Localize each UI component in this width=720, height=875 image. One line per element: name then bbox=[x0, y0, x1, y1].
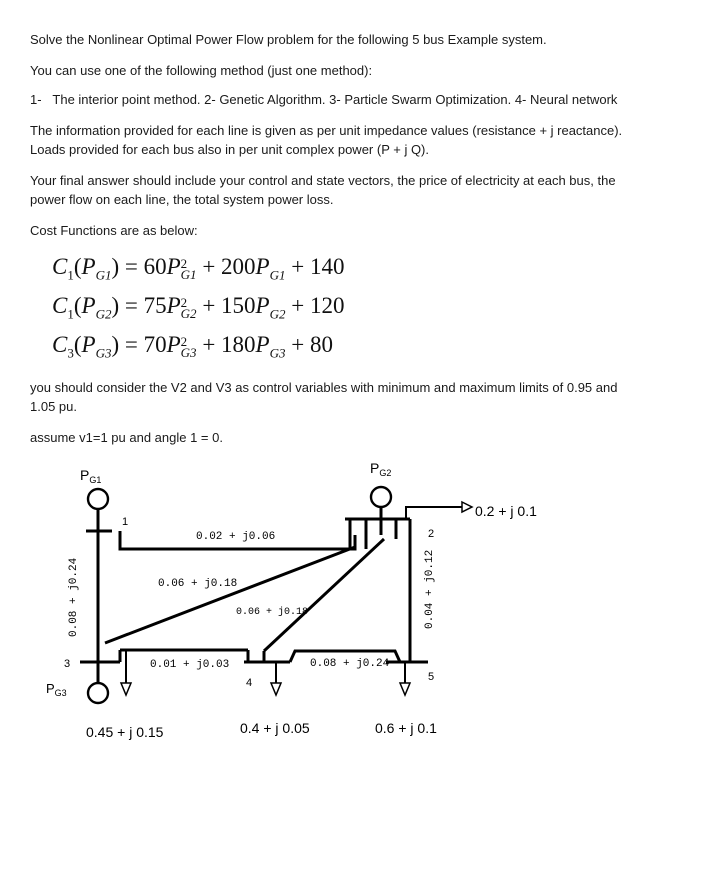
impedance-line-2-3: 0.06 + j0.18 bbox=[158, 578, 238, 590]
impedance-line-2-5: 0.04 + j0.12 bbox=[424, 549, 436, 629]
load-bus-3-label: 0.45 + j 0.15 bbox=[86, 724, 164, 740]
assumption: assume v1=1 pu and angle 1 = 0. bbox=[30, 430, 223, 445]
line-2-3 bbox=[105, 547, 355, 643]
impedance-line-4-5: 0.08 + j0.24 bbox=[310, 658, 390, 670]
five-bus-diagram bbox=[0, 455, 720, 875]
load-bus-4-label: 0.4 + j 0.05 bbox=[240, 720, 310, 736]
methods-text: The interior point method. 2- Genetic Algorithm. 3- Particle Swarm Optimization. 4- Neural network bbox=[52, 92, 618, 107]
load-bus-4-arrow bbox=[271, 683, 281, 695]
methods-number: 1- bbox=[30, 92, 42, 107]
voltage-limits-line-1: you should consider the V2 and V3 as control variables with minimum and maximum limits of 0.95 and bbox=[30, 380, 618, 395]
load-bus-5-arrow bbox=[400, 683, 410, 695]
method-instruction: You can use one of the following method (just one method): bbox=[30, 63, 373, 78]
methods-list bbox=[30, 90, 617, 109]
line-2-4 bbox=[264, 539, 384, 651]
bus-3-number: 3 bbox=[64, 658, 71, 670]
cost-heading: Cost Functions are as below: bbox=[30, 223, 198, 238]
info-line-2: Loads provided for each bus also in per unit complex power (P + j Q). bbox=[30, 142, 430, 157]
bus-4-number: 4 bbox=[246, 677, 253, 689]
pg1-label: $P_{G1}$ bbox=[80, 467, 102, 485]
load-bus-2-label: 0.2 + j 0.1 bbox=[475, 503, 537, 519]
voltage-limits-line-2: 1.05 pu. bbox=[30, 399, 77, 414]
impedance-line-3-4: 0.01 + j0.03 bbox=[150, 659, 230, 671]
generator-2-icon bbox=[371, 487, 391, 507]
pg3-label: $P_{G3}$ bbox=[46, 681, 67, 698]
bus-1-number: 1 bbox=[122, 516, 129, 528]
impedance-line-2-4: 0.06 + j0.18 bbox=[236, 607, 309, 618]
pg2-label: $P_{G2}$ bbox=[370, 460, 392, 478]
info-line-1: The information provided for each line is given as per unit impedance values (resistance + j reactance). bbox=[30, 123, 623, 138]
problem-title: Solve the Nonlinear Optimal Power Flow problem for the following 5 bus Example system. bbox=[30, 32, 547, 47]
impedance-line-1-3: 0.08 + j0.24 bbox=[68, 557, 80, 637]
bus-2-number: 2 bbox=[428, 528, 435, 540]
generator-1-icon bbox=[88, 489, 108, 509]
cost-equation-1: $C_1(P_{G1}) = 60P$ 2 G1 + $200P_{G1} + 140$ bbox=[52, 254, 345, 283]
load-bus-3-arrow bbox=[121, 683, 131, 695]
impedance-line-1-2: 0.02 + j0.06 bbox=[196, 531, 276, 543]
final-line-1: Your final answer should include your control and state vectors, the price of electricity at each bus, the bbox=[30, 173, 616, 188]
load-bus-5-label: 0.6 + j 0.1 bbox=[375, 720, 437, 736]
bus-5-number: 5 bbox=[428, 671, 435, 683]
cost-equation-3: $C_3(P_{G3}) = 70P$ 2 G3 + $180P_{G3} + 80$ bbox=[52, 332, 333, 361]
cost-equation-2: $C_1(P_{G2}) = 75P$ 2 G2 + $150P_{G2} + 120$ bbox=[52, 293, 345, 322]
final-line-2: power flow on each line, the total system power loss. bbox=[30, 192, 334, 207]
load-bus-2-arrow bbox=[462, 502, 472, 512]
generator-3-icon bbox=[88, 683, 108, 703]
